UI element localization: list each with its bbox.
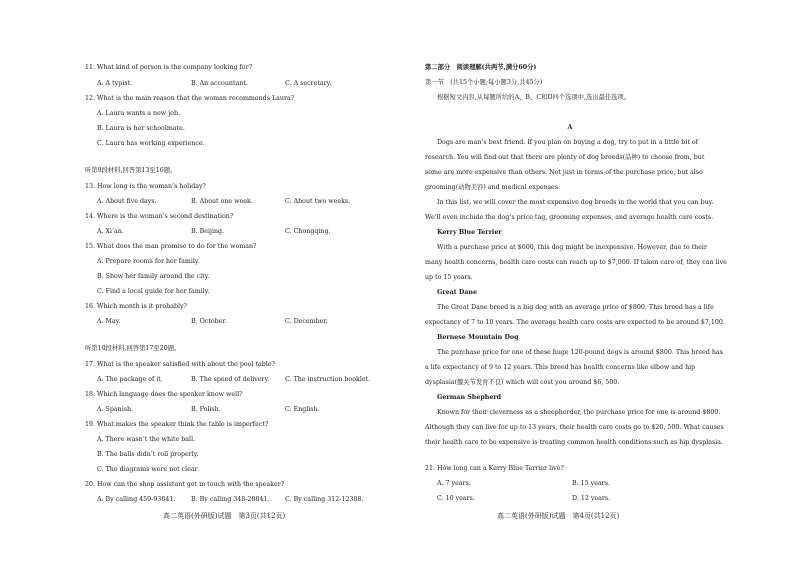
paragraph-3-line-3: up to 15 years. bbox=[425, 274, 473, 281]
question-14-stem: 14. Where is the woman’s second destination? bbox=[85, 213, 234, 220]
right-page-footer: 高二英语(外研版)试题 第4页(共12页) bbox=[497, 512, 620, 520]
question-21-options-row-2 bbox=[437, 495, 707, 503]
q14-option-c: C. Chongqing. bbox=[285, 228, 331, 235]
left-page-footer: 高二英语(外研版)试题 第3页(共12页) bbox=[163, 512, 286, 520]
section-9-heading: 听第9段材料,回答第13至16题。 bbox=[85, 167, 177, 174]
paragraph-6-line-1: Known for their cleverness as a sheepherder, the purchase price for one is around $800. bbox=[437, 409, 721, 416]
breed-heading-kerry-blue-terrier: Kerry Blue Terrier bbox=[437, 229, 502, 236]
q18-option-a: A. Spanish. bbox=[97, 406, 134, 413]
q17-option-c: C. The instruction booklet. bbox=[285, 376, 371, 383]
q16-option-b: B. October. bbox=[191, 318, 227, 325]
question-18-options bbox=[97, 406, 387, 414]
q14-option-b: B. Beijing. bbox=[191, 228, 225, 235]
q21-option-d: D. 12 years. bbox=[572, 495, 611, 502]
paragraph-5-line-3: dysplasia(髋关节发育不良) which will cost you around $6, 500. bbox=[425, 379, 620, 386]
part-two-heading: 第二部分 阅读理解(共两节,满分60分) bbox=[425, 64, 537, 71]
question-17-stem: 17. What is the speaker satisfied with about the pool table? bbox=[85, 361, 275, 368]
paragraph-2-line-1: In this list, we will cover the most expensive dog breeds in the world that you can buy. bbox=[437, 199, 714, 206]
q20-option-b: B. By calling 348-28841. bbox=[191, 496, 270, 503]
q15-option-c: C. Find a local guide for her family. bbox=[97, 288, 210, 295]
question-11-options bbox=[97, 80, 387, 88]
q12-option-c: C. Laura has working experience. bbox=[97, 140, 205, 147]
q12-option-b: B. Laura is her schoolmate. bbox=[97, 125, 185, 132]
question-14-options bbox=[97, 228, 387, 236]
paragraph-1-line-3: some are more expensive than others. Not just in terms of the purchase price, but also bbox=[425, 169, 703, 176]
q12-option-a: A. Laura wants a new job. bbox=[97, 110, 180, 117]
paragraph-4-line-1: The Great Dane breed is a big dog with an average price of $800. This breed has a life bbox=[437, 304, 714, 311]
paragraph-1-line-4: grooming(动物美容) and medical expenses. bbox=[425, 184, 560, 191]
paragraph-2-line-2: We’ll even include the dog’s price tag, grooming expenses, and average health care costs. bbox=[425, 214, 714, 221]
question-13-options bbox=[97, 198, 387, 206]
q18-option-b: B. Polish. bbox=[191, 406, 221, 413]
question-20-stem: 20. How can the shop assistant get in touch with the speaker? bbox=[85, 481, 285, 488]
question-13-stem: 13. How long is the woman’s holiday? bbox=[85, 183, 206, 190]
q19-option-c: C. The diagrams were not clear. bbox=[97, 466, 199, 473]
q15-option-b: B. Show her family around the city. bbox=[97, 273, 210, 280]
q21-option-b: B. 15 years. bbox=[572, 480, 610, 487]
q16-option-c: C. December. bbox=[285, 318, 328, 325]
passage-letter: A bbox=[567, 124, 573, 131]
section-10-heading: 听第10段材料,回答第17至20题。 bbox=[85, 345, 181, 352]
question-16-options bbox=[97, 318, 387, 326]
q20-option-a: A. By calling 459-93841. bbox=[97, 496, 176, 503]
q15-option-a: A. Prepare rooms for her family. bbox=[97, 258, 200, 265]
paragraph-1-line-1: Dogs are man’s best friend. If you plan on buying a dog, try to put in a little bit of bbox=[437, 139, 698, 146]
breed-heading-great-dane: Great Dane bbox=[437, 289, 478, 296]
question-11-stem: 11. What kind of person is the company looking for? bbox=[85, 64, 252, 71]
breed-heading-german-shepherd: German Shepherd bbox=[437, 394, 502, 401]
q21-option-a: A. 7 years. bbox=[437, 480, 471, 487]
breed-heading-bernese-mountain-dog: Bernese Mountain Dog bbox=[437, 334, 519, 341]
paragraph-3-line-1: With a purchase price at $600, this dog might be inexpensive. However, due to their bbox=[437, 244, 707, 251]
paragraph-3-line-2: many health concerns, health care costs can reach up to $7,000. If taken care of, they can live bbox=[425, 259, 727, 266]
q21-option-c: C. 10 years. bbox=[437, 495, 475, 502]
paragraph-5-line-1: The purchase price for one of these huge 120-pound dogs is around $800. This breed has bbox=[437, 349, 723, 356]
question-15-stem: 15. What does the man promise to do for the woman? bbox=[85, 243, 257, 250]
q18-option-c: C. English. bbox=[285, 406, 320, 413]
q19-option-a: A. There wasn’t the white ball. bbox=[97, 436, 196, 443]
q19-option-b: B. The balls didn’t roll properly. bbox=[97, 451, 199, 458]
question-21-options-row-1 bbox=[437, 480, 707, 488]
paragraph-6-line-3: their health care to be expensive is treating common health conditions such as hip dysplasia. bbox=[425, 439, 723, 446]
q14-option-a: A. Xi’an. bbox=[97, 228, 124, 235]
question-16-stem: 16. Which month is it probably? bbox=[85, 303, 187, 310]
paragraph-6-line-2: Although they can live for up to 13 years, their health care costs go to $20, 500. What causes bbox=[425, 424, 724, 431]
q20-option-c: C. By calling 312-12388. bbox=[285, 496, 364, 503]
q17-option-a: A. The package of it. bbox=[97, 376, 163, 383]
paragraph-1-line-2: research. You will find out that there are plenty of dog breeds(品种) to choose from, but bbox=[425, 154, 705, 161]
q16-option-a: A. May. bbox=[97, 318, 121, 325]
q11-option-c: C. A secretary. bbox=[285, 80, 332, 87]
paragraph-4-line-2: expectancy of 7 to 10 years. The average health care costs are expected to be around $7,100. bbox=[425, 319, 725, 326]
q13-option-b: B. About one week. bbox=[191, 198, 253, 205]
q11-option-b: B. An accountant. bbox=[191, 80, 248, 87]
section-one-heading: 第一节 (共15个小题;每小题3分,共45分) bbox=[425, 79, 543, 86]
q13-option-c: C. About two weeks. bbox=[285, 198, 351, 205]
question-17-options bbox=[97, 376, 387, 384]
q13-option-a: A. About five days. bbox=[97, 198, 157, 205]
question-18-stem: 18. Which language does the speaker know well? bbox=[85, 391, 243, 398]
question-20-options bbox=[97, 496, 387, 504]
question-12-stem: 12. What is the main reason that the woman recommends Laura? bbox=[85, 95, 295, 102]
reading-instruction: 根据短文内容,从每题所给的A、B、C和D四个选项中,选出最佳选项。 bbox=[437, 94, 631, 101]
q11-option-a: A. A typist. bbox=[97, 80, 132, 87]
question-19-stem: 19. What makes the speaker think the table is imperfect? bbox=[85, 421, 269, 428]
q17-option-b: B. The speed of delivery. bbox=[191, 376, 270, 383]
paragraph-5-line-2: a life expectancy of 9 to 12 years. This breed has health concerns like elbow and hip bbox=[425, 364, 696, 371]
question-21-stem: 21. How long can a Kerry Blue Terrier live? bbox=[425, 465, 564, 472]
